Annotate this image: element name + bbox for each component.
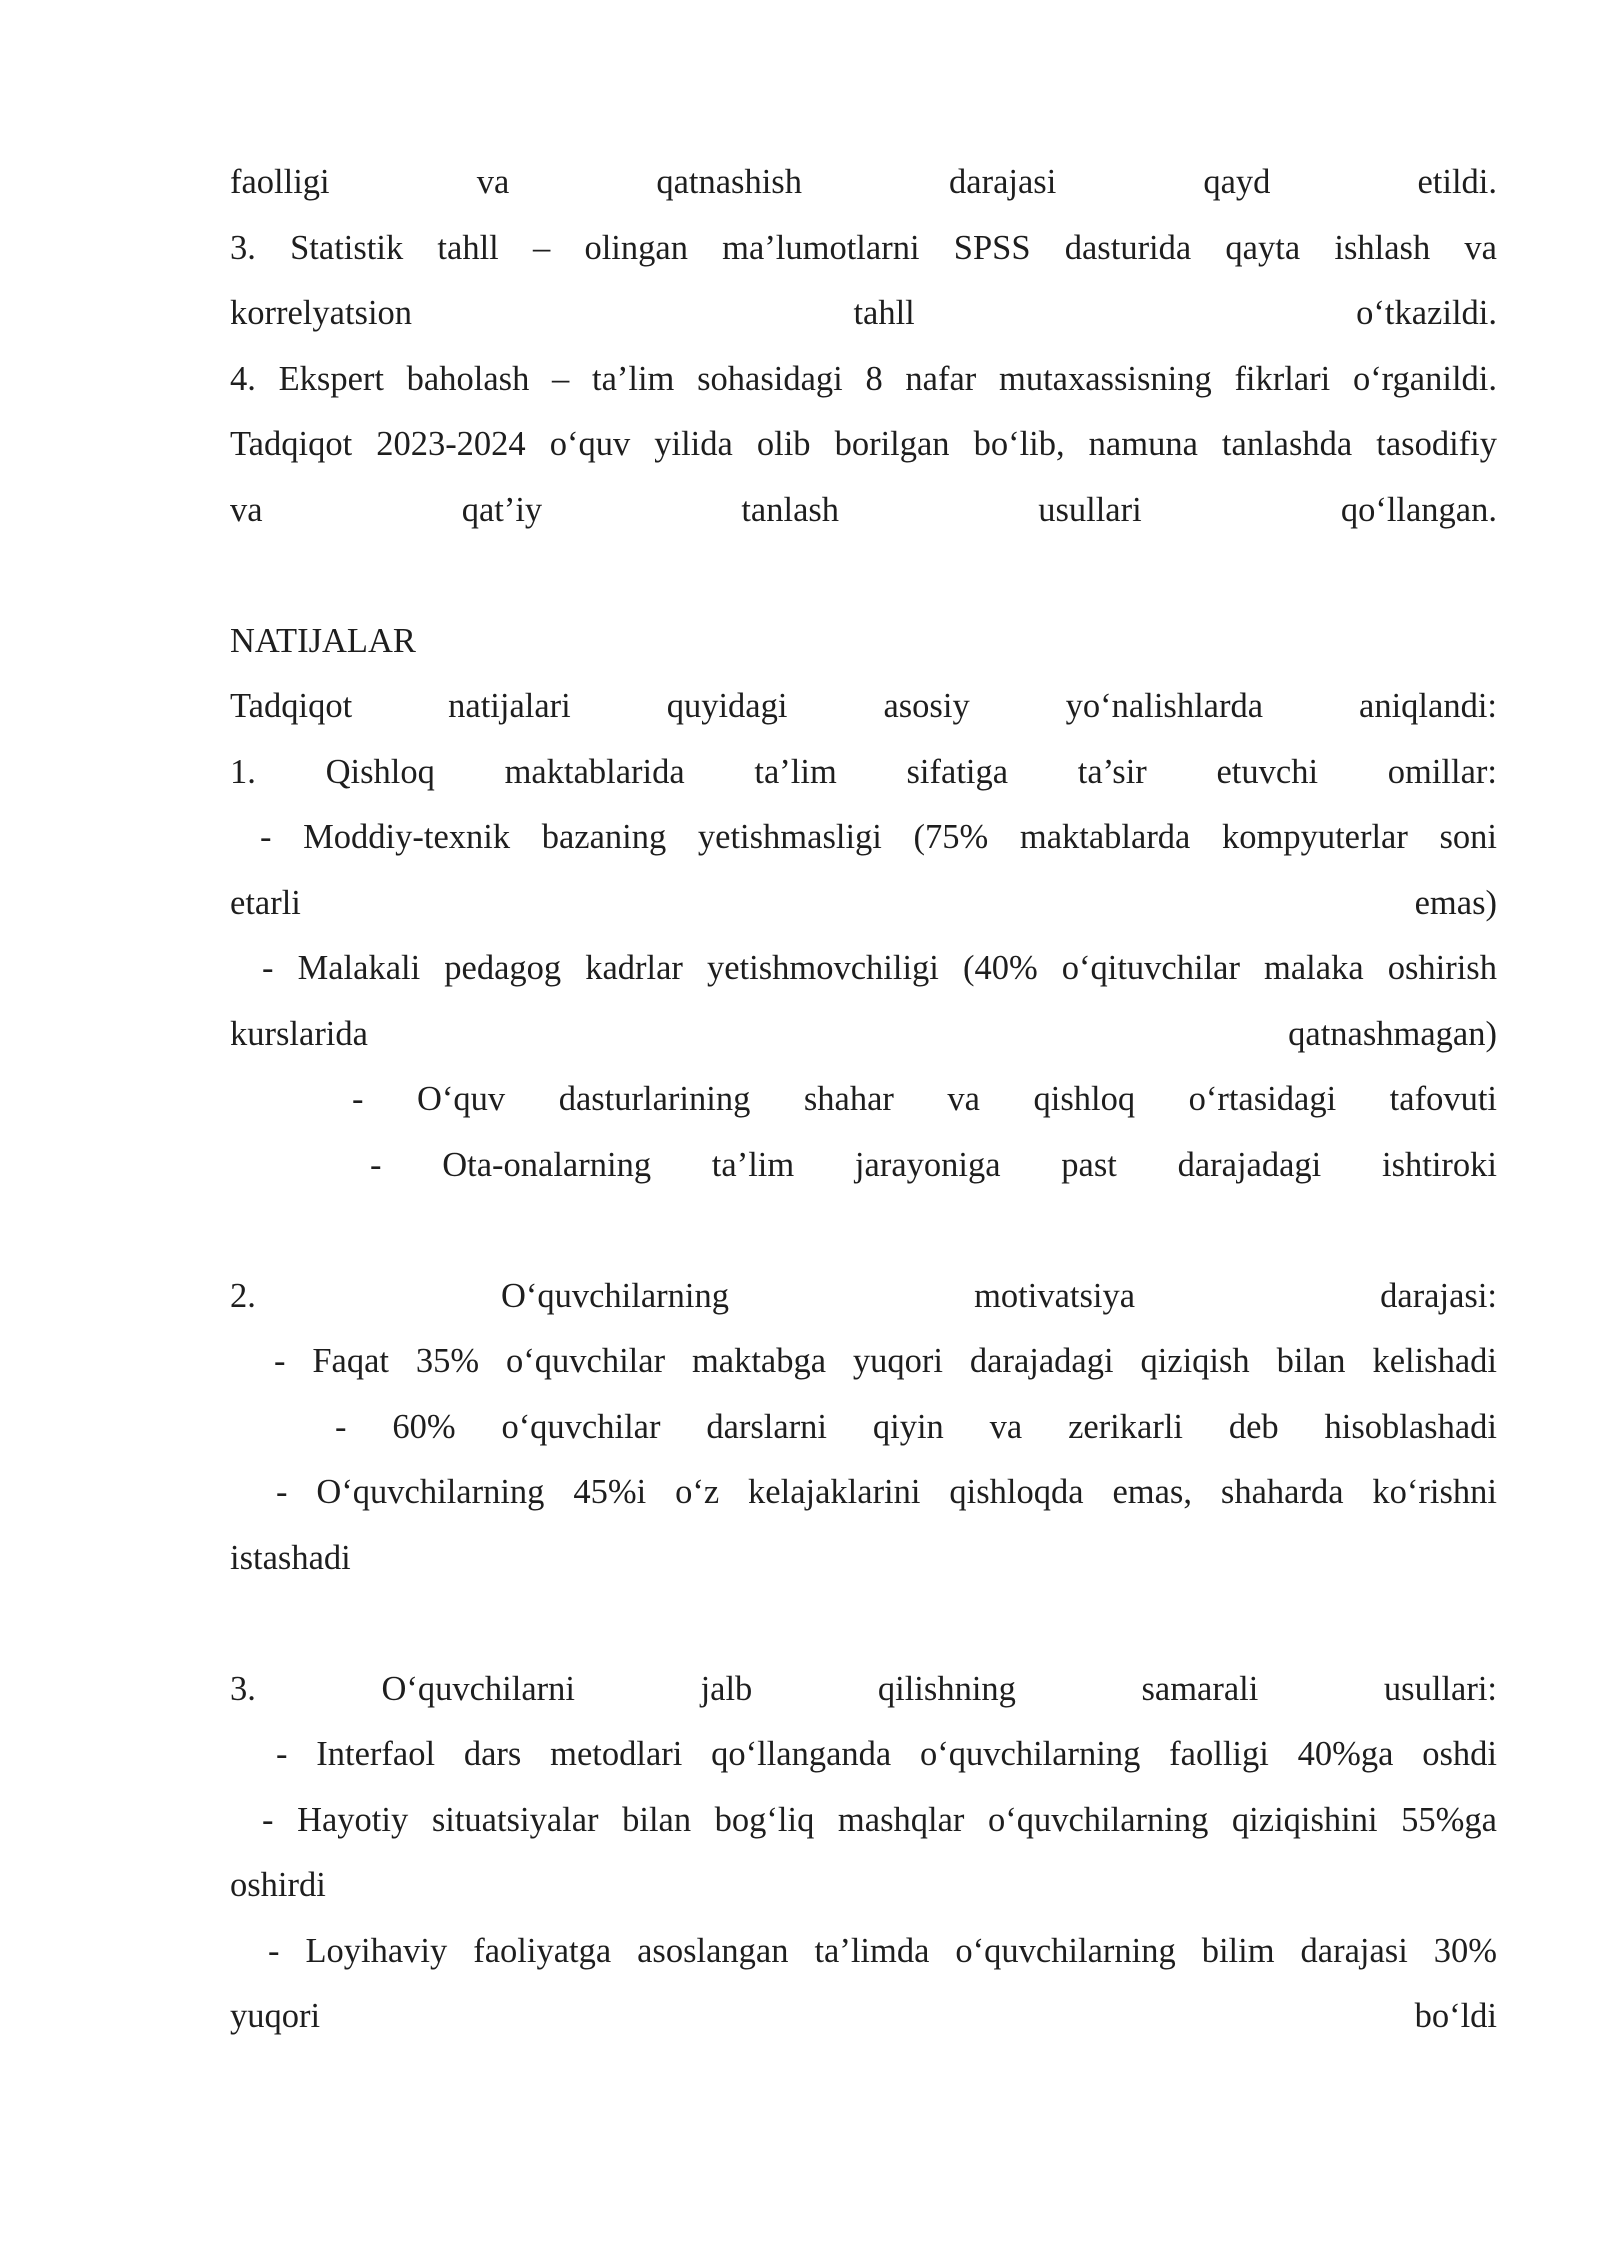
text-line: - O‘quvchilarning 45%i o‘z kelajaklarini qishloqda emas, shaharda ko‘rishni: [276, 1473, 1497, 1511]
section-heading: NATIJALAR: [230, 621, 416, 660]
text-line: - Loyihaviy faoliyatga asoslangan ta’limda o‘quvchilarning bilim darajasi 30%: [268, 1931, 1497, 1970]
text-line: va qat’iy tanlash usullari qo‘llangan.: [230, 490, 1497, 529]
text-line: - Hayotiy situatsiyalar bilan bog‘liq mashqlar o‘quvchilarning qiziqishini 55%ga: [262, 1800, 1497, 1839]
text-line: Tadqiqot 2023-2024 o‘quv yilida olib borilgan bo‘lib, namuna tanlashda tasodifiy: [230, 425, 1497, 463]
text-line: - Interfaol dars metodlari qo‘llanganda o‘quvchilarning faolligi 40%ga oshdi: [276, 1735, 1497, 1773]
text-line: - 60% o‘quvchilar darslarni qiyin va zerikarli deb hisoblashadi: [335, 1407, 1497, 1446]
text-line: - Moddiy-texnik bazaning yetishmasligi (75% maktablarda kompyuterlar soni: [260, 818, 1497, 856]
text-line: etarli emas): [230, 883, 1497, 922]
blank-line: [230, 543, 1497, 609]
text-line: - O‘quv dasturlarining shahar va qishloq o‘rtasidagi tafovuti: [352, 1080, 1497, 1118]
text-line: faolligi va qatnashish darajasi qayd etildi.: [230, 163, 1497, 201]
text-line: 1. Qishloq maktablarida ta’lim sifatiga ta’sir etuvchi omillar:: [230, 752, 1497, 791]
text-line: 3. Statistik tahll – olingan ma’lumotlarni SPSS dasturida qayta ishlash va: [230, 228, 1497, 267]
text-line: korrelyatsion tahll o‘tkazildi.: [230, 294, 1497, 332]
text-line: kurslarida qatnashmagan): [230, 1014, 1497, 1053]
text-line: oshirdi: [230, 1866, 326, 1904]
text-line: istashadi: [230, 1538, 351, 1577]
blank-line: [230, 1198, 1497, 1264]
text-line: yuqori bo‘ldi: [230, 1997, 1497, 2035]
document-page: [230, 150, 1497, 2050]
blank-line: [230, 1591, 1497, 1657]
text-line: - Malakali pedagog kadrlar yetishmovchiligi (40% o‘qituvchilar malaka oshirish: [262, 949, 1497, 987]
text-line: - Faqat 35% o‘quvchilar maktabga yuqori darajadagi qiziqish bilan kelishadi: [274, 1342, 1497, 1380]
text-line: 4. Ekspert baholash – ta’lim sohasidagi 8 nafar mutaxassisning fikrlari o‘rganildi.: [230, 359, 1497, 398]
text-line: 3. O‘quvchilarni jalb qilishning samarali usullari:: [230, 1669, 1497, 1708]
text-line: - Ota-onalarning ta’lim jarayoniga past darajadagi ishtiroki: [370, 1145, 1497, 1184]
text-line: 2. O‘quvchilarning motivatsiya darajasi:: [230, 1276, 1497, 1315]
text-line: Tadqiqot natijalari quyidagi asosiy yo‘nalishlarda aniqlandi:: [230, 687, 1497, 725]
